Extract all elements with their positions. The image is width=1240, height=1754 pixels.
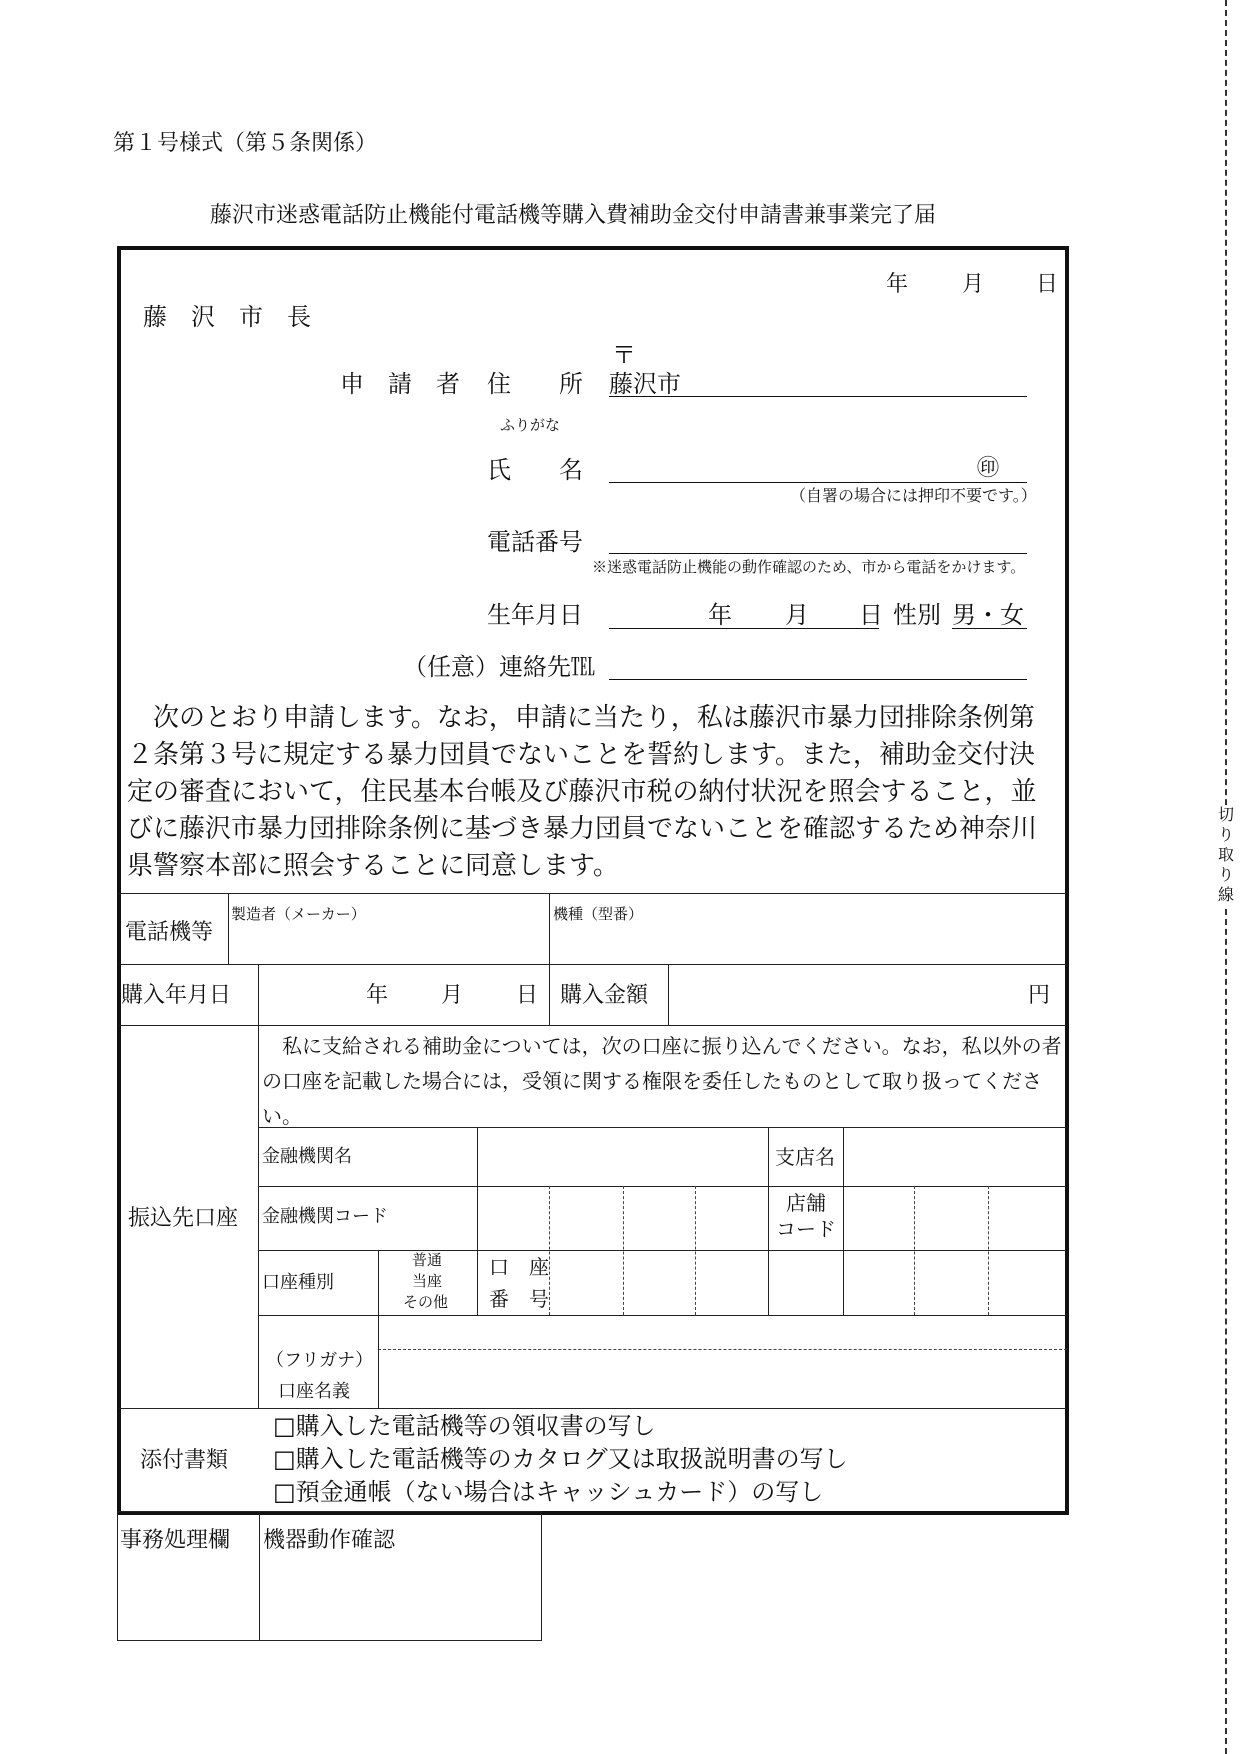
declaration-text: 次のとおり申請します。なお，申請に当たり，私は藤沢市暴力団排除条例第２条第３号に規定する暴力団員でないことを誓約します。また，補助金交付決定の審査において，住民基本台帳及び藤沢市税の納付状況を照会すること，並びに藤沢市暴力団排除条例に基づき暴力団員でないことを確認するため神奈川県警察本部に照会することに同意します。 xyxy=(127,703,1038,881)
applicant-label: 申 請 者 xyxy=(340,370,460,398)
attachments-label: 添付書類 xyxy=(140,1448,229,1473)
account-type-label: 口座種別 xyxy=(262,1272,334,1293)
gender-underline xyxy=(952,628,1027,629)
grid-line xyxy=(259,1511,260,1641)
attachment-item-catalog[interactable]: □購入した電話機等のカタログ又は取扱説明書の写し xyxy=(273,1445,848,1473)
address-label: 住 所 xyxy=(487,370,583,398)
cut-line-label: 切り取り線 xyxy=(1212,805,1240,905)
grid-line xyxy=(119,1408,1067,1409)
birth-month-label: 月 xyxy=(785,601,809,629)
grid-line xyxy=(477,1127,478,1315)
name-label: 氏 名 xyxy=(487,456,583,484)
purchase-amount-label: 購入金額 xyxy=(560,983,649,1008)
phone-label: 電話番号 xyxy=(487,528,583,556)
date-month-label: 月 xyxy=(962,272,985,297)
maker-field[interactable] xyxy=(231,893,547,964)
institution-field[interactable] xyxy=(479,1129,766,1185)
account-type-other[interactable]: その他 xyxy=(403,1293,449,1311)
grid-line xyxy=(549,893,550,964)
gender-options[interactable]: 男・女 xyxy=(952,601,1024,629)
grid-line xyxy=(119,1025,1067,1026)
form-number: 第１号様式（第５条関係） xyxy=(113,131,378,156)
branch-label: 支店名 xyxy=(775,1145,835,1169)
grid-line xyxy=(258,964,259,1408)
birth-label: 生年月日 xyxy=(487,601,583,629)
date-year-label: 年 xyxy=(886,272,909,297)
device-check-field[interactable] xyxy=(262,1560,540,1639)
grid-line xyxy=(378,1349,1067,1350)
institution-label: 金融機関名 xyxy=(262,1146,352,1167)
birth-day-label: 日 xyxy=(859,601,883,629)
addressee: 藤 沢 市 長 xyxy=(143,303,311,331)
purchase-amount-field[interactable] xyxy=(670,966,1030,1024)
attachment-item-passbook[interactable]: □預金通帳（ない場合はキャッシュカード）の写し xyxy=(273,1478,824,1506)
purchase-date-label: 購入年月日 xyxy=(121,983,232,1008)
account-number-label-2: 番 号 xyxy=(489,1287,549,1311)
device-check-label: 機器動作確認 xyxy=(263,1528,396,1553)
birth-date-field[interactable] xyxy=(609,628,879,629)
holder-name-field[interactable] xyxy=(380,1351,1065,1406)
birth-year-label: 年 xyxy=(708,601,732,629)
device-label: 電話機等 xyxy=(125,920,214,945)
grid-line xyxy=(549,964,550,1025)
purchase-day-label: 日 xyxy=(516,983,539,1008)
account-type-current[interactable]: 当座 xyxy=(412,1272,443,1290)
address-field[interactable] xyxy=(609,396,1027,397)
bank-notice: 私に支給される補助金については，次の口座に振り込んでください。なお，私以外の者の口座を記載した場合には，受領に関する権限を委任したものとして取り扱ってください。 xyxy=(262,1034,1062,1128)
account-number-field[interactable] xyxy=(551,1252,1065,1314)
holder-kana-field[interactable] xyxy=(380,1317,1065,1348)
branch-field[interactable] xyxy=(845,1129,1065,1185)
purchase-month-label: 月 xyxy=(441,983,464,1008)
grid-line xyxy=(228,893,229,964)
grid-line xyxy=(668,964,669,1025)
grid-line xyxy=(258,1315,1067,1316)
institution-code-field[interactable] xyxy=(479,1188,766,1249)
phone-field[interactable] xyxy=(609,553,1027,554)
model-label: 機種（型番） xyxy=(553,905,644,923)
model-field[interactable] xyxy=(551,893,1065,964)
branch-code-field[interactable] xyxy=(845,1188,1065,1249)
name-field[interactable] xyxy=(609,482,1027,483)
grid-line xyxy=(258,1186,1067,1187)
account-number-label-1: 口 座 xyxy=(489,1255,549,1279)
purchase-year-label: 年 xyxy=(366,983,389,1008)
postal-mark: 〒 xyxy=(612,341,636,369)
yen-label: 円 xyxy=(1028,983,1051,1008)
grid-line xyxy=(258,1250,1067,1251)
contact-field[interactable] xyxy=(609,679,1027,680)
branch-code-label-2: コード xyxy=(776,1217,836,1241)
grid-line xyxy=(119,964,1067,965)
contact-label: （任意）連絡先℡ xyxy=(403,653,595,681)
institution-code-label: 金融機関コード xyxy=(262,1206,388,1227)
address-value: 藤沢市 xyxy=(609,370,681,398)
account-type-ordinary[interactable]: 普通 xyxy=(412,1251,443,1269)
office-use-label: 事務処理欄 xyxy=(120,1528,231,1553)
date-day-label: 日 xyxy=(1036,272,1059,297)
furigana-label: ふりがな xyxy=(500,416,561,434)
seal-note: （自署の場合には押印不要です。） xyxy=(790,486,1037,505)
branch-code-label-1: 店舗 xyxy=(786,1191,826,1215)
phone-note: ※迷惑電話防止機能の動作確認のため、市から電話をかけます。 xyxy=(592,558,1026,576)
attachment-item-receipt[interactable]: □購入した電話機等の領収書の写し xyxy=(273,1412,656,1440)
maker-label: 製造者（メーカー） xyxy=(231,905,366,923)
gender-label: 性別 xyxy=(893,601,941,629)
form-title: 藤沢市迷惑電話防止機能付電話機等購入費補助金交付申請書兼事業完了届 xyxy=(210,203,937,228)
holder-label: 口座名義 xyxy=(278,1381,350,1402)
bank-section-label: 振込先口座 xyxy=(128,1206,239,1231)
grid-line xyxy=(378,1250,379,1408)
holder-kana-label: （フリガナ） xyxy=(266,1350,374,1371)
seal-mark: ㊞ xyxy=(977,456,1000,481)
